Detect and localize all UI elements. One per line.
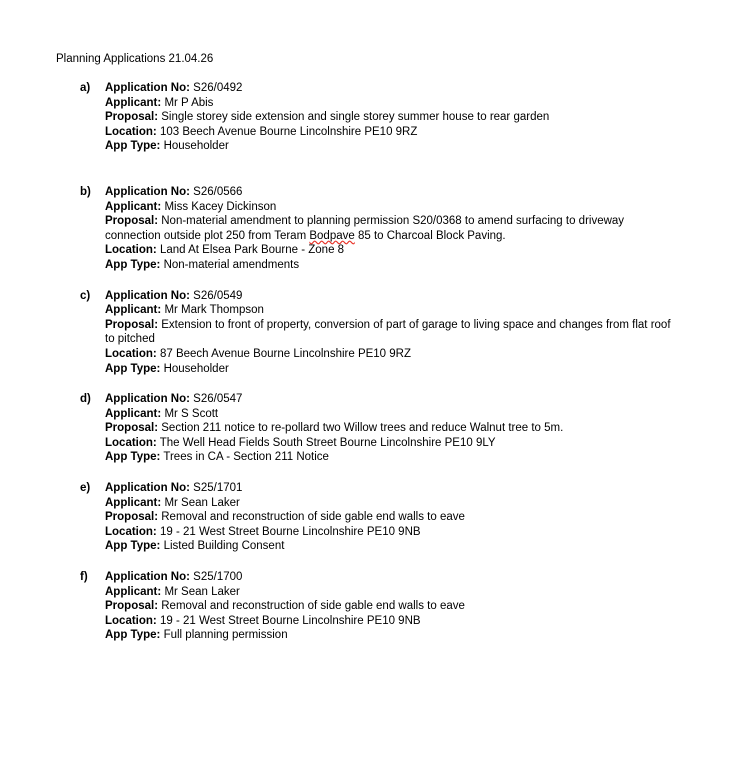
- location-line: [105, 347, 736, 362]
- proposal-label: Proposal:: [105, 111, 159, 124]
- application-no-value: S26/0492: [193, 82, 243, 94]
- application-no-value: S26/0547: [193, 393, 243, 406]
- proposal-text-before: Non-material amendment to planning permission S20/0368 to amend surfacing to driveway connection outside plot 250 from Teram: [105, 215, 625, 242]
- applicant-value: Mr Sean Laker: [164, 585, 240, 598]
- proposal-label: Proposal:: [105, 422, 159, 435]
- proposal-line: [105, 510, 736, 525]
- list-item-marker: b): [80, 185, 91, 198]
- proposal-value: Removal and reconstruction of side gable end walls to eave: [161, 600, 465, 613]
- proposal-line: [105, 421, 736, 436]
- proposal-value: Removal and reconstruction of side gable end walls to eave: [161, 511, 465, 524]
- application-no-line: [105, 481, 736, 496]
- applicant-value: Mr S Scott: [164, 407, 219, 420]
- application-no-label: Application No:: [105, 482, 190, 495]
- location-value: The Well Head Fields South Street Bourne Lincolnshire PE10 9LY: [159, 436, 496, 449]
- application-no-value: S25/1701: [193, 482, 243, 495]
- location-value: 19 - 21 West Street Bourne Lincolnshire PE10 9NB: [159, 525, 421, 538]
- app-type-value: Trees in CA - Section 211 Notice: [163, 451, 329, 464]
- applicant-line: [105, 496, 736, 511]
- application-no-line: [105, 185, 736, 200]
- app-type-line: [105, 450, 736, 465]
- document-title: Planning Applications 21.04.26: [56, 53, 214, 65]
- app-type-line: [105, 539, 736, 554]
- location-line: [105, 243, 736, 258]
- proposal-label: Proposal:: [105, 600, 159, 613]
- location-label: Location:: [105, 614, 157, 627]
- application-item: [0, 481, 736, 554]
- app-type-label: App Type:: [105, 362, 161, 375]
- application-no-line: [105, 81, 736, 96]
- list-item-marker: e): [80, 482, 91, 495]
- application-no-value: S25/1700: [193, 571, 243, 584]
- app-type-value: Householder: [163, 362, 229, 375]
- location-label: Location:: [105, 347, 157, 360]
- applicant-value: Miss Kacey Dickinson: [164, 200, 277, 213]
- location-value: Land At Elsea Park Bourne - Zone 8: [159, 244, 345, 257]
- app-type-line: [105, 258, 736, 273]
- applicant-value: Mr Sean Laker: [164, 496, 240, 509]
- applicant-label: Applicant:: [105, 304, 162, 317]
- application-item: [0, 185, 736, 273]
- app-type-value: Full planning permission: [163, 629, 288, 642]
- location-line: [105, 614, 736, 629]
- app-type-label: App Type:: [105, 540, 161, 553]
- application-no-label: Application No:: [105, 185, 190, 198]
- spellcheck-misspelled-word[interactable]: Bodpave: [309, 229, 355, 242]
- app-type-label: App Type:: [105, 140, 161, 153]
- proposal-label: Proposal:: [105, 511, 159, 524]
- app-type-value: Householder: [163, 140, 229, 153]
- application-no-value: S26/0549: [193, 289, 243, 302]
- applications-list: [0, 81, 736, 659]
- proposal-label: Proposal:: [105, 215, 159, 228]
- list-item-marker: f): [80, 571, 88, 584]
- proposal-text-after: 85 to Charcoal Block Paving.: [354, 229, 506, 242]
- application-item: [0, 392, 736, 465]
- proposal-line: [105, 599, 736, 614]
- applicant-value: Mr P Abis: [164, 96, 214, 109]
- app-type-label: App Type:: [105, 629, 161, 642]
- application-no-value: S26/0566: [193, 185, 243, 198]
- location-label: Location:: [105, 436, 157, 449]
- application-item: [0, 289, 736, 377]
- list-item-marker: c): [80, 289, 91, 302]
- location-label: Location:: [105, 125, 157, 138]
- proposal-value: [105, 215, 624, 242]
- proposal-line: [105, 110, 736, 125]
- app-type-line: [105, 362, 736, 377]
- application-no-line: [105, 392, 736, 407]
- proposal-value: Extension to front of property, conversion of part of garage to living space and changes from flat roof to pitched: [105, 318, 671, 346]
- app-type-line: [105, 628, 736, 643]
- proposal-value: Section 211 notice to re-pollard two Willow trees and reduce Walnut tree to 5m.: [161, 422, 564, 435]
- proposal-line: [105, 214, 736, 243]
- app-type-line: [105, 139, 736, 154]
- application-no-label: Application No:: [105, 393, 190, 406]
- location-line: [105, 525, 736, 540]
- location-line: [105, 125, 736, 140]
- application-no-label: Application No:: [105, 571, 190, 584]
- applicant-label: Applicant:: [105, 585, 162, 598]
- applicant-label: Applicant:: [105, 96, 162, 109]
- applicant-label: Applicant:: [105, 200, 162, 213]
- list-item-marker: d): [80, 393, 91, 406]
- application-item: [0, 570, 736, 643]
- app-type-label: App Type:: [105, 258, 161, 271]
- applicant-line: [105, 303, 736, 318]
- application-no-line: [105, 289, 736, 304]
- application-item: [0, 81, 736, 154]
- location-label: Location:: [105, 525, 157, 538]
- application-no-line: [105, 570, 736, 585]
- app-type-value: Listed Building Consent: [163, 540, 285, 553]
- proposal-label: Proposal:: [105, 318, 159, 331]
- application-no-label: Application No:: [105, 82, 190, 94]
- applicant-line: [105, 585, 736, 600]
- location-value: 87 Beech Avenue Bourne Lincolnshire PE10 9RZ: [159, 347, 411, 360]
- list-item-marker: a): [80, 82, 91, 94]
- location-value: 103 Beech Avenue Bourne Lincolnshire PE10 9RZ: [159, 125, 418, 138]
- applicant-label: Applicant:: [105, 407, 162, 420]
- location-line: [105, 436, 736, 451]
- applicant-line: [105, 96, 736, 111]
- app-type-value: Non-material amendments: [163, 258, 300, 271]
- proposal-line: [105, 318, 736, 347]
- location-label: Location:: [105, 244, 157, 257]
- application-no-label: Application No:: [105, 289, 190, 302]
- app-type-label: App Type:: [105, 451, 161, 464]
- applicant-line: [105, 407, 736, 422]
- applicant-line: [105, 200, 736, 215]
- applicant-label: Applicant:: [105, 496, 162, 509]
- location-value: 19 - 21 West Street Bourne Lincolnshire PE10 9NB: [159, 614, 421, 627]
- applicant-value: Mr Mark Thompson: [164, 304, 264, 317]
- proposal-value: Single storey side extension and single storey summer house to rear garden: [161, 111, 550, 124]
